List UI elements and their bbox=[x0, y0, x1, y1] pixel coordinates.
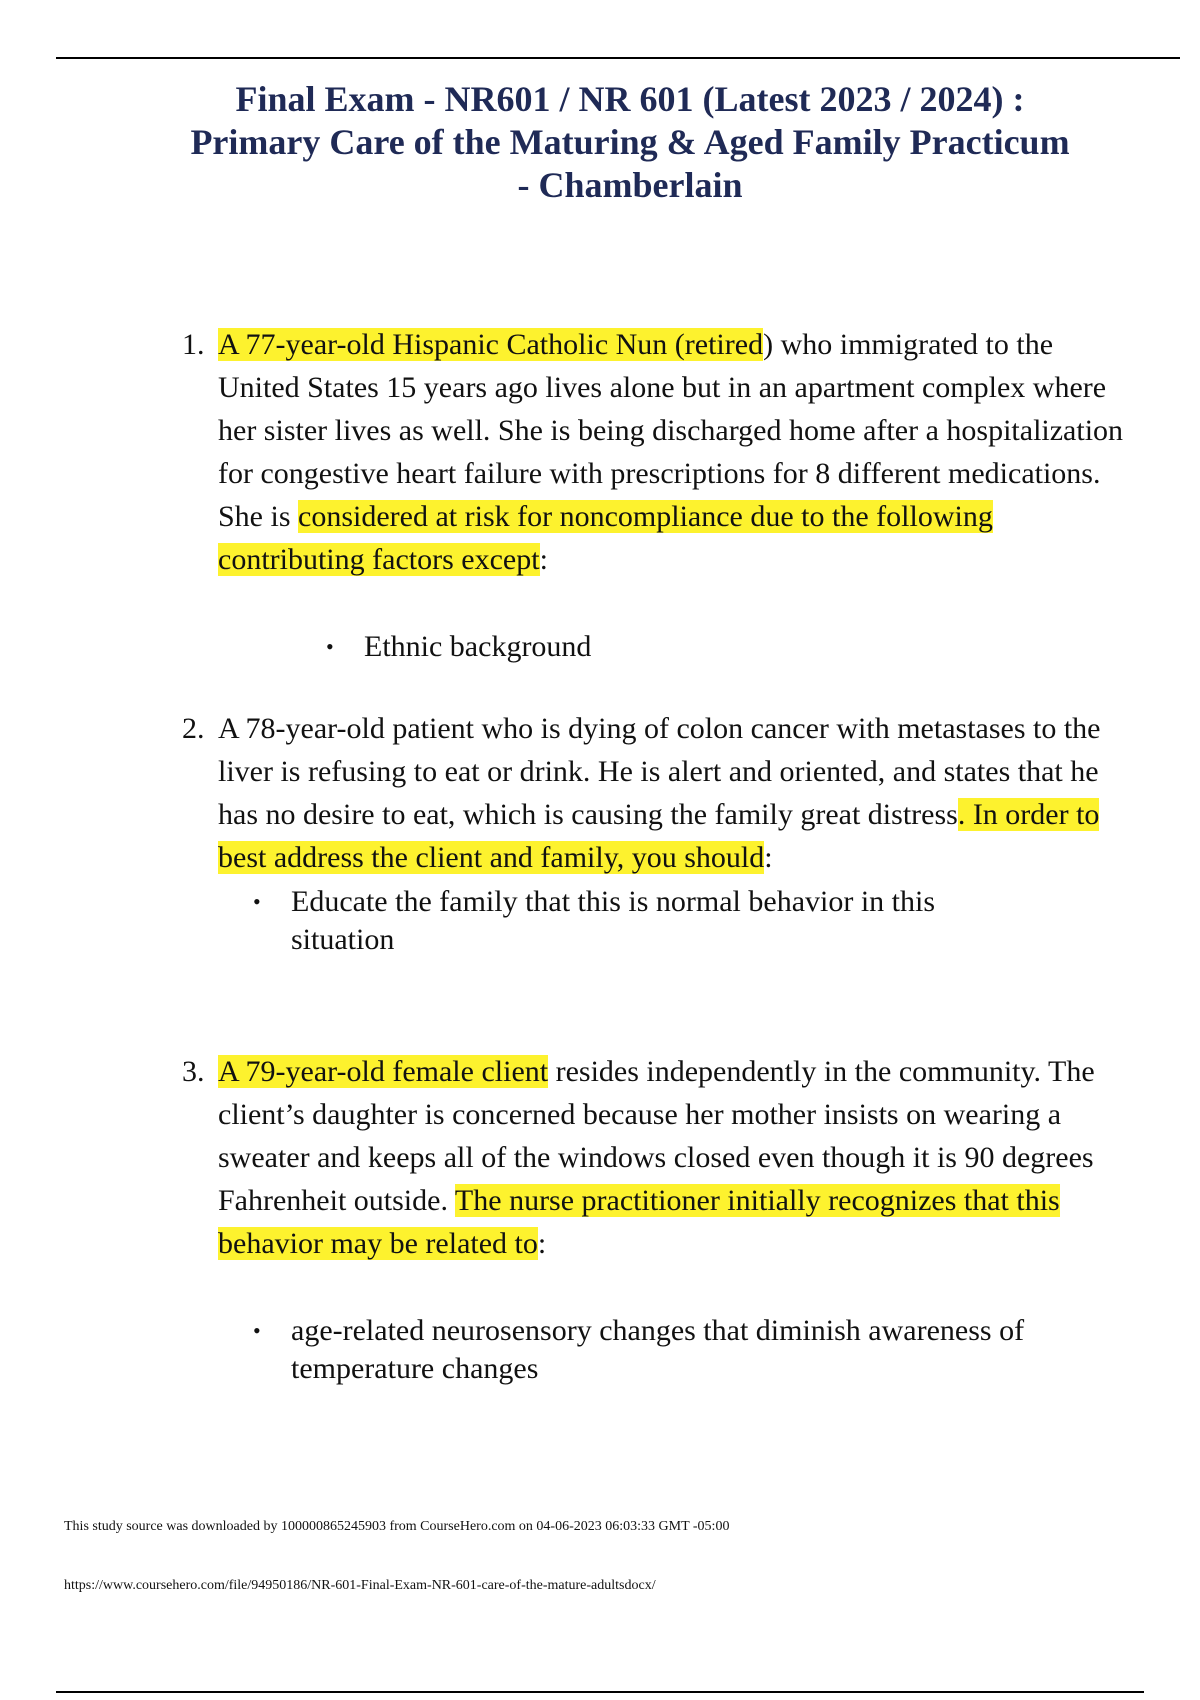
answer-list bbox=[253, 1312, 1111, 1388]
bullet-icon: • bbox=[253, 1318, 261, 1343]
question-text-segment: considered at risk for noncompliance due to the following contributing factors except bbox=[218, 500, 993, 576]
answer-list bbox=[326, 628, 1124, 666]
question-number: 3. bbox=[182, 1055, 205, 1088]
question-text-segment: ) who immigrated to the United States 15 years ago lives alone but in an apartment complex where her sister lives as well. She is being discharged home after a hospitalization for congestive heart failure with prescriptions for 8 different medications. She is bbox=[218, 328, 1124, 533]
bottom-rule bbox=[56, 1691, 1144, 1693]
question-number: 1. bbox=[182, 328, 205, 361]
question-text-segment: : bbox=[537, 1227, 547, 1260]
document-title bbox=[80, 78, 1180, 207]
bullet-icon: • bbox=[253, 889, 261, 914]
question-text bbox=[218, 1050, 1128, 1265]
answer-list bbox=[253, 883, 1011, 959]
top-rule bbox=[56, 57, 1180, 59]
answer-item bbox=[253, 1312, 1111, 1388]
answer-item bbox=[253, 883, 1011, 959]
answer-text: age-related neurosensory changes that diminish awareness of temperature changes bbox=[291, 1314, 1025, 1385]
question-text-segment: A 77-year-old Hispanic Catholic Nun (retired bbox=[218, 328, 764, 361]
question-text bbox=[218, 323, 1128, 581]
answer-text: Ethnic background bbox=[364, 630, 592, 663]
bullet-icon: • bbox=[326, 634, 334, 659]
question-text-segment: A 79-year-old female client bbox=[218, 1055, 549, 1088]
question-text-segment: . In order to best address the client and family, you should bbox=[218, 798, 1100, 874]
question-number: 2. bbox=[182, 712, 205, 745]
question-text-segment: A 78-year-old patient who is dying of colon cancer with metastases to the liver is refusing to eat or drink. He is alert and oriented, and states that he has no desire to eat, which is causing the family great distress bbox=[218, 712, 1101, 831]
question-text-segment: : bbox=[764, 841, 773, 874]
download-note: This study source was downloaded by 100000865245903 from CourseHero.com on 04-06-2023 06:03:33 GMT -05:00 bbox=[64, 1519, 730, 1534]
title-line-1: Final Exam - NR601 / NR 601 (Latest 2023 / 2024) : bbox=[235, 79, 1025, 119]
answer-text: Educate the family that this is normal behavior in this situation bbox=[291, 885, 936, 956]
answer-item bbox=[326, 628, 1124, 666]
question-text-segment: resides independently in the community. The client’s daughter is concerned because her mother insists on wearing a sweater and keeps all of the windows closed even though it is 90 degrees Fahrenheit outside. bbox=[218, 1055, 1095, 1217]
question-text-segment: The nurse practitioner initially recognizes that this behavior may be related to bbox=[218, 1184, 1060, 1260]
title-line-3: - Chamberlain bbox=[517, 165, 743, 205]
source-url: https://www.coursehero.com/file/94950186/NR-601-Final-Exam-NR-601-care-of-the-mature-adultsdocx/ bbox=[64, 1578, 656, 1593]
question-text bbox=[218, 707, 1128, 879]
title-line-2: Primary Care of the Maturing & Aged Family Practicum bbox=[190, 122, 1070, 162]
question-text-segment: : bbox=[539, 543, 548, 576]
